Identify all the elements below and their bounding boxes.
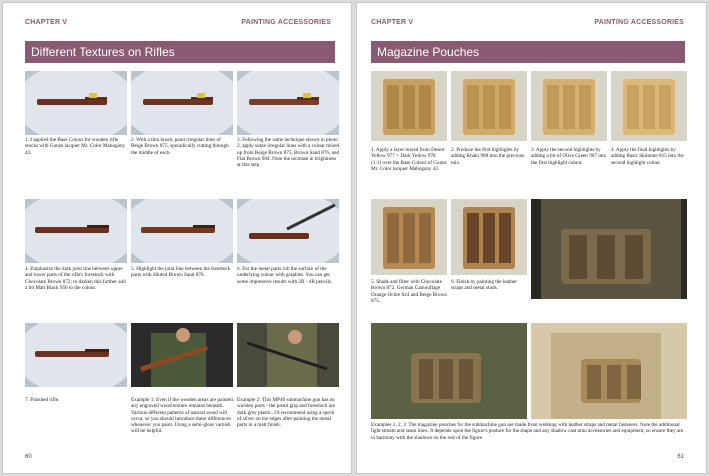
example-pouch-photo-3 xyxy=(531,323,687,419)
example-photo-2 xyxy=(237,323,339,387)
chapter-label: CHAPTER V xyxy=(371,19,414,26)
caption-step-7: 7. Finished rifle. xyxy=(25,397,60,403)
left-page xyxy=(2,2,352,474)
caption-pouch-3: 3. Apply the second highlights by adding a bit of Olive Green 967 into the first highlight colour. xyxy=(531,147,607,166)
chapter-label: CHAPTER V xyxy=(25,19,68,26)
right-page xyxy=(356,2,707,474)
caption-pouch-5: 5. Shade and filter with Chocolate Brown 872, German Camouflage Orange Ochre 824 and Beige Brown 875. xyxy=(371,279,447,304)
rifle-photo-6 xyxy=(237,199,339,263)
photo-label-1: 1 xyxy=(527,288,529,293)
example-pouch-photo-2 xyxy=(371,323,527,419)
rifle-photo-5 xyxy=(131,199,233,263)
caption-example-1: Example 1: Even if the wooden areas are painted, any engraved wood texture remains beneath. Various different patterns of natural wood will occur, so you should introduce these differences whenever you paint. Using a semi-gloss varnish will be helpful. xyxy=(131,397,234,435)
page-number-right: 61 xyxy=(677,454,684,460)
caption-pouch-4: 4. Apply the final highlights by adding Basic Skintone 815 into the second highlight colour. xyxy=(611,147,684,166)
rifle-photo-3 xyxy=(237,71,339,135)
caption-pouch-2: 2. Produce the first highlights by adding Khaki 988 into the previous mix. xyxy=(451,147,525,166)
pouch-photo-6 xyxy=(451,199,527,275)
section-label: PAINTING ACCESSORIES xyxy=(241,19,331,26)
section-title: Magazine Pouches xyxy=(371,41,685,63)
rifle-photo-2 xyxy=(131,71,233,135)
caption-example-2: Example 2: This MP40 submachine gun has no wooden parts - the pistol grip and forestock are dark grey plastic. I'd recommend using a speck of silver on the edges after painting the metal parts in a matt finish. xyxy=(237,397,336,429)
caption-pouch-1: 1. Apply a layer mixed from Desert Yellow 977 + Dark Yellow 978 (1:1) over the Base Colour of Gunze Mr. Color lacquer Mahogany 42. xyxy=(371,147,447,172)
caption-step-5: 5. Highlight the joint line between the forestock parts with diluted Brown Sand 876. xyxy=(131,266,231,279)
rifle-photo-4 xyxy=(25,199,127,263)
pouch-photo-3 xyxy=(531,71,607,141)
example-photo-1 xyxy=(131,323,233,387)
pouch-photo-2 xyxy=(451,71,527,141)
caption-step-6: 6. For the metal parts rub the surface of the underlying colour with graphite. You can get some impressive results with 2B - 4B pencils. xyxy=(237,266,333,285)
page-number-left: 60 xyxy=(25,454,32,460)
section-title: Different Textures on Rifles xyxy=(25,41,335,63)
pouch-photo-1 xyxy=(371,71,447,141)
figure-pouch-photo xyxy=(531,199,687,299)
pouch-photo-5 xyxy=(371,199,447,275)
caption-pouch-6: 6. Finish by painting the leather straps and metal studs. xyxy=(451,279,517,292)
caption-step-3: 3. Following the same technique shown in photo 2, apply some irregular lines with a colour mixed up from Beige Brown 875, Brown Sand 876, and Flat Brown 984. Note the increase in brightness at this step. xyxy=(237,137,340,169)
caption-step-4: 4. Emphasize the dark joint line between upper and lower parts of the rifle's forestock with Chocolate Brown 872; to darken this further add a bit Matt Black 950 to the colour. xyxy=(25,266,126,291)
rifle-photo-1 xyxy=(25,71,127,135)
caption-step-1: 1. I applied the Base Colour for wooden rifle stocks with Gunze lacquer Mr. Color Mahogany 42. xyxy=(25,137,126,156)
caption-examples: Examples 1, 2, 3: The magazine pouches for the submachine gun are made from webbing with leather straps and metal fasteners. Note the additional light stream and seam lines. It depends upon the figure's posture for the shape and any shadow cast onto accessories and equipment, so ensure they are in harmony with the shadows on the rest of the figure. xyxy=(371,422,684,441)
pouch-photo-4 xyxy=(611,71,687,141)
caption-step-2: 2. With a thin brush, paint irregular lines of Beige Brown 875, sporadically cutting through the middle of each. xyxy=(131,137,229,156)
section-label: PAINTING ACCESSORIES xyxy=(594,19,684,26)
rifle-photo-7 xyxy=(25,323,127,387)
